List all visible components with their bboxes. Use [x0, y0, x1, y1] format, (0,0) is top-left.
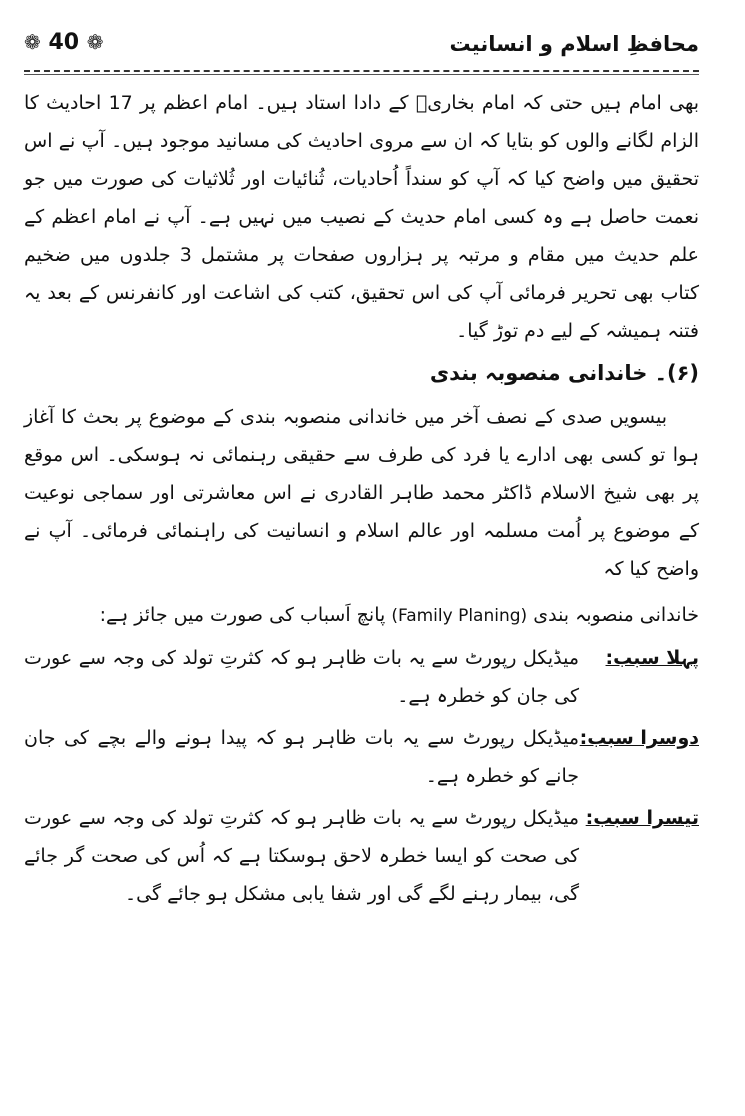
reason-item — [24, 799, 699, 913]
reason-text: میڈیکل رپورٹ سے یہ بات ظاہر ہو کہ کثرتِ تولد کی وجہ سے عورت کی جان کو خطرہ ہے۔ — [24, 647, 579, 707]
header-divider — [24, 70, 699, 72]
paragraph-1: بھی امام ہیں حتی کہ امام بخاریؒ کے دادا استاد ہیں۔ امام اعظم پر 17 احادیث کا الزام لگانے والوں کو بتایا کہ ان سے مروی احادیث کی مسانید موجود ہیں۔ آپ نے اس تحقیق میں واضح کیا کہ آپ کو سنداً اُحادیات، ثُنائیات اور ثُلاثیات کی صورت میں جو نعمت حاصل ہے وہ کسی امام حدیث کے نصیب میں نہیں ہے۔ آپ نے امام اعظم کے علم حدیث میں مقام و مرتبہ پر ہزاروں صفحات پر مشتمل 3 جلدوں میں ضخیم کتاب بھی تحریر فرمائی آپ کی اس تحقیق، کتب کی اشاعت اور کانفرنس کے بعد یہ فتنہ ہمیشہ کے لیے دم توڑ گیا۔ — [24, 92, 699, 342]
running-title: محافظِ اسلام و انسانیت — [449, 32, 699, 56]
paragraph-2: بیسویں صدی کے نصف آخر میں خاندانی منصوبہ بندی کے موضوع پر بحث کا آغاز ہوا تو کسی بھی ادارے یا فرد کی طرف سے حقیقی رہنمائی نہ ہوسکی۔ اس موقع پر بھی شیخ الاسلام ڈاکٹر محمد طاہر القادری نے اس معاشرتی اور سماجی نوعیت کے موضوع پر اُمت مسلمہ اور عالم اسلام و انسانیت کی راہنمائی فرمائی۔ آپ نے واضح کیا کہ — [24, 406, 699, 580]
page-body — [24, 84, 699, 913]
ornament-right-icon: ❁ — [86, 30, 104, 54]
reason-text: میڈیکل رپورٹ سے یہ بات ظاہر ہو کہ کثرتِ تولد کی وجہ سے عورت کی صحت کو ایسا خطرہ لاحق ہوسکتا ہے کہ اُس کی صحت گر جائے گی، بیمار رہنے لگے گی اور شفا یابی مشکل ہو جائے گی۔ — [24, 807, 579, 905]
paragraph-3 — [24, 596, 699, 635]
page-number: 40 — [48, 30, 80, 55]
paragraph-3-end: پانچ اَسباب کی صورت میں جائز ہے: — [99, 604, 386, 626]
reason-label: دوسرا سبب: — [579, 727, 699, 749]
page-number-block — [24, 30, 104, 55]
paragraph-3-start: خاندانی منصوبہ بندی — [533, 604, 699, 626]
english-term: (Family Planing) — [391, 606, 528, 626]
ornament-left-icon: ❁ — [24, 30, 41, 54]
reason-label: تیسرا سبب: — [585, 807, 699, 829]
reason-label: پہلا سبب: — [605, 647, 699, 669]
section-heading: (۶)۔ خاندانی منصوبہ بندی — [429, 361, 699, 385]
header-divider-line — [24, 74, 699, 75]
reason-text: میڈیکل رپورٹ سے یہ بات ظاہر ہو کہ پیدا ہونے والے بچے کی جان جانے کو خطرہ ہے۔ — [24, 727, 579, 787]
reason-item — [24, 719, 699, 795]
page-header — [24, 26, 699, 66]
reason-item — [24, 639, 699, 715]
